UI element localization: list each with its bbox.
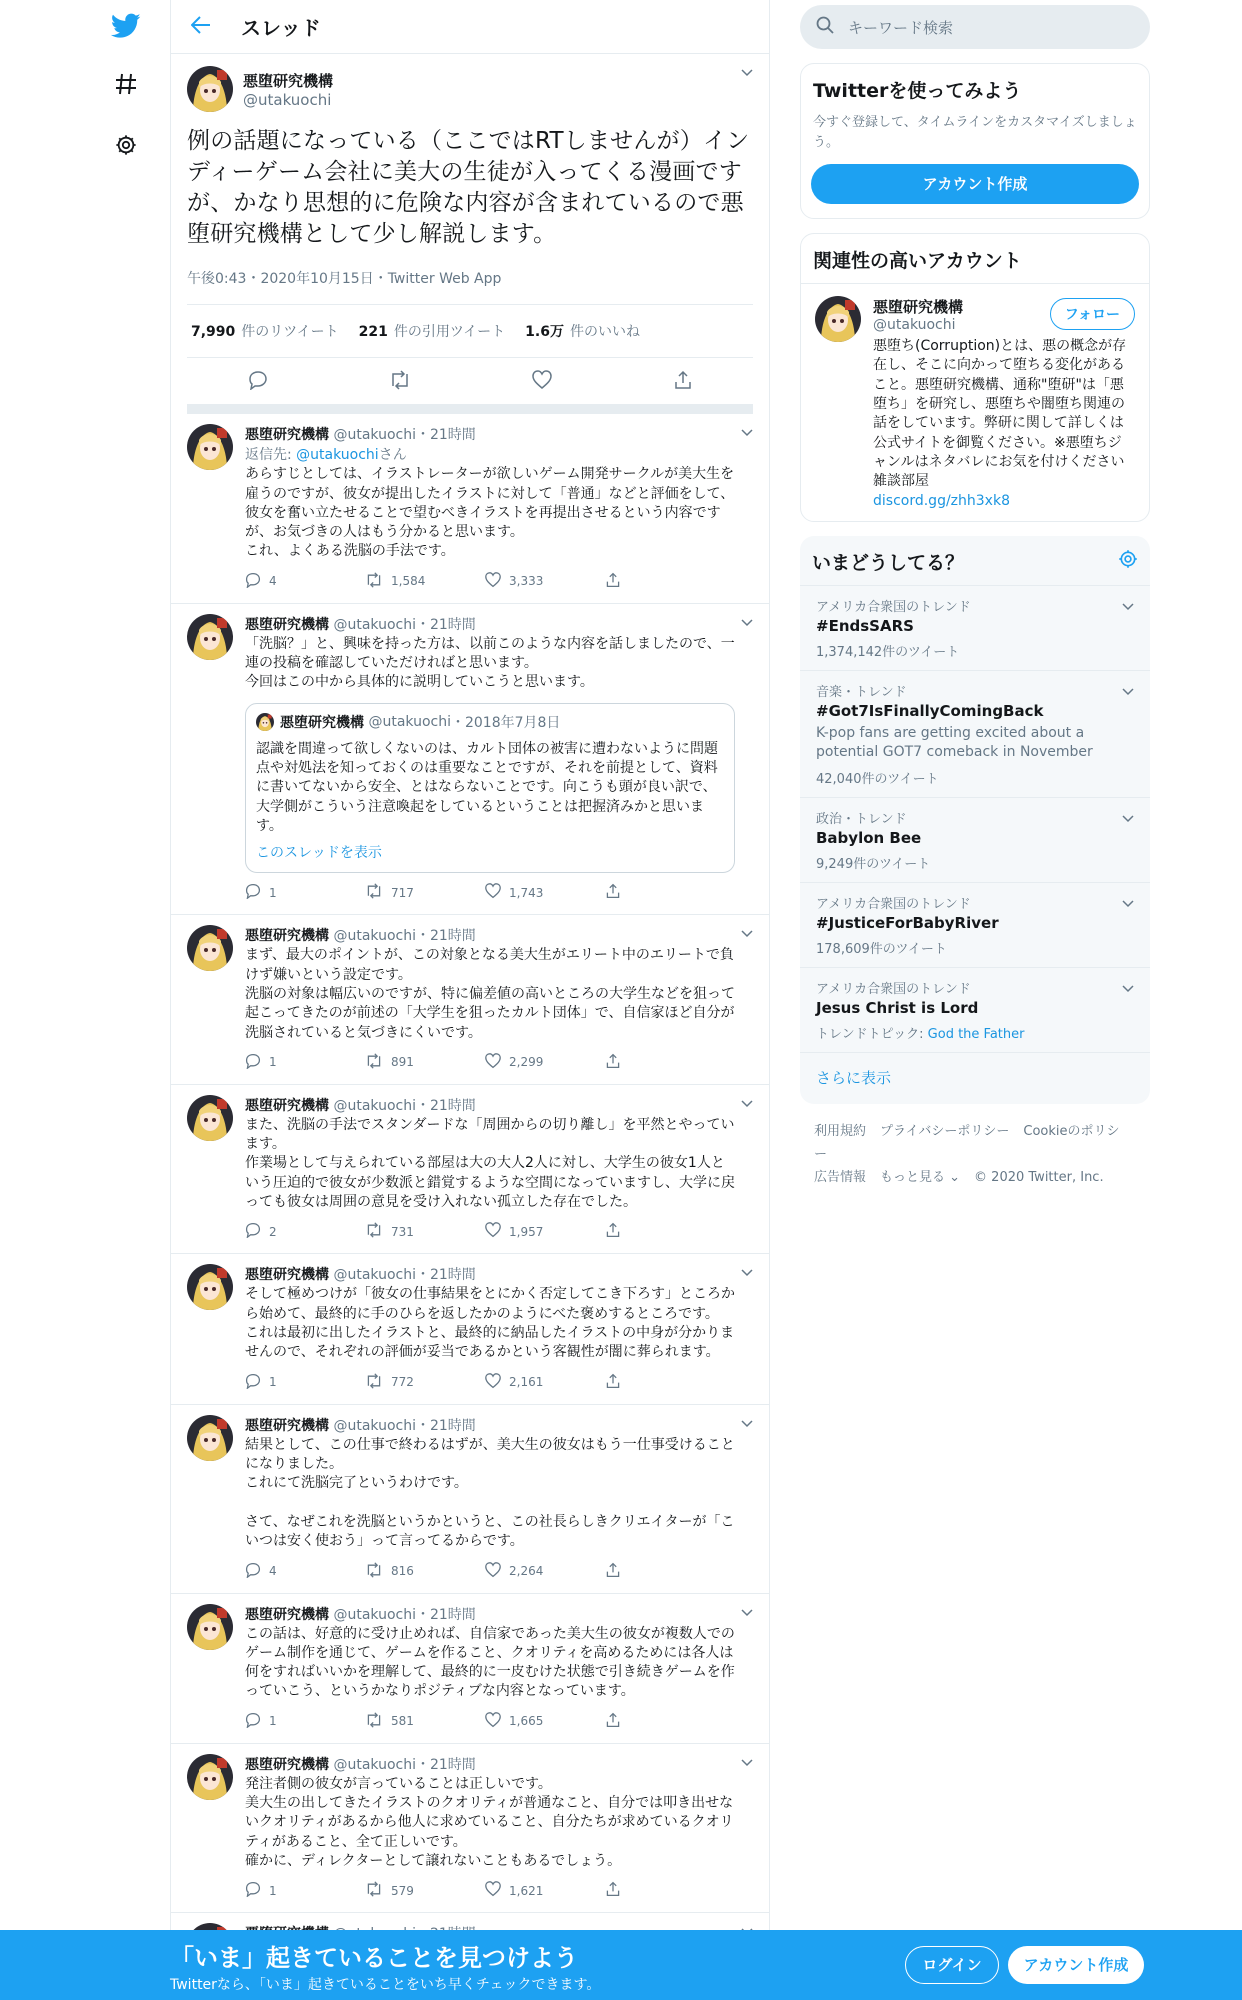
share-icon	[605, 1222, 621, 1241]
screen-name[interactable]: @utakuochi	[243, 90, 332, 109]
share-button[interactable]	[605, 1222, 725, 1241]
reply-icon	[245, 1222, 261, 1241]
main-column	[170, 0, 770, 2000]
tweet-text: 発注者側の彼女が言っていることは正しいです。 美大生の出してきたイラストのクオリティが普通なこと、自分では叩き出せないクオリティがあるから他人に求めていること、自分たちが求めているクオリティがあること、全て正しいです。 確かに、ディレクターとして譲れないこともあるでしょう。	[245, 1775, 734, 1869]
tweet-actions	[245, 883, 735, 902]
screen-name[interactable]: @utakuochi	[333, 616, 416, 633]
retweet-icon	[365, 1562, 383, 1581]
footer-links	[800, 1104, 1150, 1206]
timestamp[interactable]: ・21時間	[415, 1267, 476, 1284]
tweet-text: また、洗脳の手法でスタンダードな「周囲からの切り離し」を平然とやっています。 作業場として与えられている部屋は大の大人2人に対し、大学生の彼女1人という圧迫的で彼女が少数派と錯覚するような空間になっていますし、大学に戻っても彼女は周囲の意見を受け入れない孤立した存在でした。	[245, 1116, 735, 1211]
related-bio: 悪堕ち(Corruption)とは、悪の概念が存在し、そこに向かって堕ちる変化があること。悪堕研究機構、通称"堕研"は「悪堕ち」を研究し、悪堕ちや闇堕ち関連の話をしています。弊研に関して詳しくは公式サイトを御覧ください。※悪堕ちジャンルはネタバレにお気を付けください 雑談部屋 discord.gg/zhh3xk8	[873, 337, 1135, 511]
tweet-text: 「洗脳？」と、興味を持った方は、以前このような内容を話しましたので、一連の投稿を確認していただければと思います。 今回はこの中から具体的に説明していこうと思います。	[245, 635, 735, 691]
screen-name[interactable]: @utakuochi	[333, 1417, 416, 1434]
like-button[interactable]: 1,621	[485, 1881, 605, 1900]
bio-link[interactable]: discord.gg/zhh3xk8	[873, 492, 1010, 509]
tweet-actions	[245, 1881, 735, 1900]
reply-icon	[245, 883, 261, 902]
reply-button[interactable]: 1	[245, 1053, 365, 1072]
retweet-button[interactable]: 717	[365, 883, 485, 902]
like-icon	[485, 883, 501, 902]
trend-item[interactable]	[800, 883, 1150, 968]
display-name[interactable]: 悪堕研究機構	[245, 1417, 329, 1434]
retweet-icon	[365, 1881, 383, 1900]
like-button[interactable]: 1,665	[485, 1712, 605, 1731]
timestamp[interactable]: ・21時間	[415, 1097, 476, 1114]
ads-link[interactable]: 広告情報	[814, 1170, 867, 1186]
trend-count: 178,609件のツイート	[816, 941, 947, 957]
screen-name[interactable]: @utakuochi	[333, 1267, 416, 1284]
chevron-down-icon[interactable]	[741, 426, 753, 438]
trend-count: 1,374,142件のツイート	[816, 644, 960, 660]
avatar[interactable]	[187, 614, 233, 660]
trend-context: アメリカ合衆国のトレンド	[816, 896, 971, 912]
share-button[interactable]	[605, 883, 725, 902]
trend-description: K-pop fans are getting excited about a potential GOT7 comeback in November	[816, 724, 1093, 760]
retweet-icon	[365, 1222, 383, 1241]
reply-to: 返信先: @utakuochiさん	[245, 447, 407, 464]
tweet-text: この話は、好意的に受け止めれば、自信家であった美大生の彼女が複数人でのゲーム制作を通じて、ゲームを作ること、クオリティを高めるためには各人は何をすればいいかを理解して、最終的に一皮むけた状態で引き続きゲームを作っていこう、というかなりポジティブな内容となっています。	[245, 1625, 735, 1700]
reply-tweet[interactable]	[171, 604, 769, 916]
like-icon[interactable]	[532, 370, 552, 394]
share-icon[interactable]	[673, 370, 693, 394]
quote-display-name: 悪堕研究機構	[280, 714, 364, 731]
retweet-icon	[365, 883, 383, 902]
signup-button[interactable]: アカウント作成	[1008, 1946, 1144, 1984]
like-stat[interactable]: 1.6万 件のいいね	[525, 324, 640, 341]
login-button[interactable]: ログイン	[905, 1946, 999, 1984]
trend-count: 42,040件のツイート	[816, 771, 939, 787]
tweet-text: そして極めつけが「彼女の仕事結果をとにかく否定してこき下ろす」ところから始めて、最終的に手のひらを返したかのようにべた褒めするところです。 これは最初に出したイラストと、最終的に納品したイラストの中身が分かりませんので、それぞれの評価が妥当であるかという客観性が闇に葬られます。	[245, 1286, 735, 1361]
chevron-down-icon[interactable]	[741, 1417, 753, 1429]
reply-button[interactable]: 1	[245, 1881, 365, 1900]
quote-screen-name: @utakuochi	[368, 713, 451, 730]
main-tweet	[171, 54, 769, 414]
like-button[interactable]: 1,743	[485, 883, 605, 902]
signup-title: Twitterを使ってみよう	[813, 80, 1022, 102]
retweet-icon[interactable]	[389, 370, 411, 394]
page-title: スレッド	[241, 16, 321, 40]
more-link[interactable]: もっと見る ⌄	[880, 1170, 961, 1186]
trend-item[interactable]	[800, 671, 1150, 798]
related-accounts-card	[800, 233, 1150, 522]
like-button[interactable]: 2,264	[485, 1562, 605, 1581]
share-button[interactable]	[605, 1053, 725, 1072]
show-more-link[interactable]: さらに表示	[816, 1068, 892, 1087]
reply-button[interactable]: 2	[245, 1222, 365, 1241]
quoted-tweet[interactable]	[245, 703, 735, 874]
trend-name: #Got7IsFinallyComingBack	[816, 701, 1044, 720]
tweet-actions	[187, 358, 753, 414]
share-icon	[605, 1562, 621, 1581]
avatar[interactable]	[187, 424, 233, 470]
reply-tweet[interactable]	[171, 1594, 769, 1744]
privacy-link[interactable]: プライバシーポリシー	[880, 1123, 1010, 1139]
retweet-stat[interactable]: 7,990 件のリツイート	[191, 324, 339, 341]
hashtag-icon[interactable]	[108, 66, 144, 102]
trend-context: 政治・トレンド	[816, 811, 907, 827]
timestamp[interactable]: ・21時間	[415, 427, 476, 444]
tweet-stats	[187, 305, 753, 358]
chevron-down-icon[interactable]	[741, 616, 753, 628]
tweet-meta[interactable]: 午後0:43・2020年10月15日・Twitter Web App	[187, 268, 753, 305]
reply-tweet[interactable]	[171, 1405, 769, 1594]
bottom-headline: 「いま」起きていることを見つけよう	[170, 1944, 578, 1972]
tweet-actions	[245, 1373, 735, 1392]
avatar[interactable]	[187, 1754, 233, 1800]
chevron-down-icon[interactable]	[741, 927, 753, 939]
search-input[interactable]	[800, 5, 1150, 49]
reply-to-handle[interactable]: @utakuochi	[296, 447, 379, 464]
timestamp[interactable]: ・21時間	[415, 1417, 476, 1434]
trend-name: #JusticeForBabyRiver	[816, 913, 999, 932]
timestamp[interactable]: ・21時間	[415, 928, 476, 945]
like-button[interactable]: 1,957	[485, 1222, 605, 1241]
display-name[interactable]: 悪堕研究機構	[243, 71, 334, 90]
chevron-down-icon[interactable]	[1122, 685, 1134, 697]
like-icon	[485, 1712, 501, 1731]
show-thread-link[interactable]: このスレッドを表示	[256, 845, 382, 862]
avatar[interactable]	[187, 1415, 233, 1461]
twitter-bird-icon[interactable]	[108, 8, 144, 44]
like-icon	[485, 572, 501, 591]
page-header	[171, 0, 769, 54]
search-icon	[816, 16, 834, 38]
chevron-down-icon[interactable]	[1122, 897, 1134, 909]
timestamp[interactable]: ・21時間	[415, 1606, 476, 1623]
screen-name[interactable]: @utakuochi	[333, 928, 416, 945]
reply-icon[interactable]	[248, 370, 268, 394]
reply-icon	[245, 572, 261, 591]
trend-context: 音楽・トレンド	[816, 684, 907, 700]
signup-card	[800, 63, 1150, 219]
retweet-icon	[365, 1053, 383, 1072]
gear-icon[interactable]	[1118, 549, 1138, 574]
reply-tweet[interactable]	[171, 1744, 769, 1914]
display-name[interactable]: 悪堕研究機構	[245, 1606, 329, 1623]
related-display-name[interactable]: 悪堕研究機構	[873, 298, 964, 316]
trend-name: Babylon Bee	[816, 828, 922, 847]
like-icon	[485, 1881, 501, 1900]
retweet-icon	[365, 1712, 383, 1731]
avatar[interactable]	[187, 1604, 233, 1650]
tweet-actions	[245, 1712, 735, 1731]
reply-button[interactable]: 1	[245, 1373, 365, 1392]
reply-tweet[interactable]	[171, 1085, 769, 1255]
avatar	[256, 713, 274, 731]
share-icon	[605, 1053, 621, 1072]
reply-tweet[interactable]	[171, 915, 769, 1085]
retweet-button[interactable]: 816	[365, 1562, 485, 1581]
trend-count: トレンドトピック: God the Father	[816, 1026, 1025, 1042]
screen-name[interactable]: @utakuochi	[333, 427, 416, 444]
retweet-icon	[365, 572, 383, 591]
reply-button[interactable]: 4	[245, 1562, 365, 1581]
trend-context: アメリカ合衆国のトレンド	[816, 981, 971, 997]
retweet-button[interactable]: 891	[365, 1053, 485, 1072]
search-placeholder: キーワード検索	[848, 18, 954, 37]
retweet-button[interactable]: 1,584	[365, 572, 485, 591]
related-title: 関連性の高いアカウント	[801, 234, 1149, 284]
retweet-button[interactable]: 731	[365, 1222, 485, 1241]
chevron-down-icon[interactable]	[1122, 600, 1134, 612]
like-button[interactable]: 2,161	[485, 1373, 605, 1392]
reply-icon	[245, 1373, 261, 1392]
follow-button[interactable]: フォロー	[1050, 298, 1135, 330]
like-button[interactable]: 2,299	[485, 1053, 605, 1072]
trend-count: 9,249件のツイート	[816, 856, 931, 872]
right-sidebar	[800, 0, 1150, 1206]
chevron-down-icon[interactable]	[741, 1606, 753, 1618]
retweet-button[interactable]: 581	[365, 1712, 485, 1731]
chevron-down-icon[interactable]	[741, 1756, 753, 1768]
avatar[interactable]	[815, 296, 861, 342]
tweet-actions	[245, 1222, 735, 1241]
avatar[interactable]	[187, 66, 233, 112]
screen-name[interactable]: @utakuochi	[333, 1756, 416, 1773]
share-icon	[605, 572, 621, 591]
like-button[interactable]: 3,333	[485, 572, 605, 591]
trend-item[interactable]	[800, 968, 1150, 1053]
trend-item[interactable]	[800, 586, 1150, 671]
share-icon	[605, 883, 621, 902]
gear-icon[interactable]	[108, 127, 144, 163]
avatar[interactable]	[187, 925, 233, 971]
display-name[interactable]: 悪堕研究機構	[245, 1756, 329, 1773]
timestamp[interactable]: ・21時間	[415, 616, 476, 633]
chevron-down-icon[interactable]	[741, 1266, 753, 1278]
terms-link[interactable]: 利用規約	[814, 1123, 867, 1139]
share-icon	[605, 1712, 621, 1731]
tweet-text: あらすじとしては、イラストレーターが欲しいゲーム開発サークルが美大生を雇うのですが、彼女が提出したイラストに対して「普通」などと評価をして、彼女を奮い立たせることで望むべきイラストを再提出させるという内容ですが、お気づきの人はもう分かると思います。 これ、よくある洗脳の手法です。	[245, 466, 735, 560]
retweet-button[interactable]: 579	[365, 1881, 485, 1900]
share-icon	[605, 1373, 621, 1392]
like-icon	[485, 1562, 501, 1581]
signup-button[interactable]: アカウント作成	[811, 164, 1139, 204]
share-button[interactable]	[605, 1562, 725, 1581]
tweet-text: 結果として、この仕事で終わるはずが、美大生の彼女はもう一仕事受けることになりました。 これにて洗脳完了というわけです。 さて、なぜこれを洗脳というかというと、この社長らしきクリエイターが「こいつは安く使おう」って言ってるからです。	[245, 1436, 735, 1550]
screen-name[interactable]: @utakuochi	[333, 1097, 416, 1114]
like-icon	[485, 1373, 501, 1392]
display-name[interactable]: 悪堕研究機構	[245, 1267, 329, 1284]
left-nav	[100, 0, 170, 2000]
share-button[interactable]	[605, 1881, 725, 1900]
chevron-down-icon[interactable]	[1122, 982, 1134, 994]
avatar[interactable]	[187, 1095, 233, 1141]
chevron-down-icon[interactable]	[741, 66, 753, 78]
quote-text: 認識を間違って欲しくないのは、カルト団体の被害に遭わないように問題点や対処法を知っておくのは重要なことですが、それを前提として、資料に書いてないから安全、とはならないことです。向こうも頭が良い訳で、大学側がこういう注意喚起をしているということは把握済みかと思います。	[256, 740, 718, 834]
retweet-button[interactable]: 772	[365, 1373, 485, 1392]
related-screen-name[interactable]: @utakuochi	[873, 317, 956, 333]
tweet-text: 例の話題になっている（ここではRTしませんが）インディーゲーム会社に美大の生徒が入ってくる漫画ですが、かなり思想的に危険な内容が含まれているので悪堕研究機構として少し解説します。	[187, 128, 750, 248]
signup-desc: 今すぐ登録して、タイムラインをカスタマイズしましょう。	[813, 115, 1137, 150]
display-name[interactable]: 悪堕研究機構	[245, 616, 329, 633]
bottom-signup-bar	[0, 1930, 1242, 2000]
reply-icon	[245, 1053, 261, 1072]
reply-tweet[interactable]	[171, 1254, 769, 1404]
trend-context: アメリカ合衆国のトレンド	[816, 599, 971, 615]
like-icon	[485, 1222, 501, 1241]
reply-tweet[interactable]	[171, 414, 769, 604]
display-name[interactable]: 悪堕研究機構	[245, 1097, 329, 1114]
reply-icon	[245, 1881, 261, 1900]
tweet-text: まず、最大のポイントが、この対象となる美大生がエリート中のエリートで負けず嫌いという設定です。 洗脳の対象は幅広いのですが、特に偏差値の高いところの大学生などを狙って起こってきたのが前述の「大学生を狙ったカルト団体」で、自信家ほど自分が洗脳されていると気づきにくいです。	[245, 947, 735, 1041]
screen-name[interactable]: @utakuochi	[333, 1606, 416, 1623]
reply-list	[171, 414, 769, 1985]
trend-name: Jesus Christ is Lord	[816, 998, 979, 1017]
reply-button[interactable]: 1	[245, 1712, 365, 1731]
reply-icon	[245, 1562, 261, 1581]
chevron-down-icon[interactable]	[741, 1097, 753, 1109]
display-name[interactable]: 悪堕研究機構	[245, 427, 329, 444]
share-button[interactable]	[605, 1712, 725, 1731]
tweet-actions	[245, 572, 735, 591]
cookie-link[interactable]: Cookieのポリシー	[814, 1123, 1120, 1162]
avatar[interactable]	[187, 1264, 233, 1310]
retweet-icon	[365, 1373, 383, 1392]
quote-date: ・2018年7月8日	[450, 714, 561, 731]
share-button[interactable]	[605, 572, 725, 591]
display-name[interactable]: 悪堕研究機構	[245, 928, 329, 945]
copyright: © 2020 Twitter, Inc.	[974, 1170, 1104, 1186]
trend-name: #EndsSARS	[816, 616, 914, 635]
chevron-down-icon[interactable]	[1122, 812, 1134, 824]
trend-topic-link[interactable]: God the Father	[927, 1026, 1025, 1042]
trends-card	[800, 536, 1150, 1104]
like-icon	[485, 1053, 501, 1072]
bottom-subtext: Twitterなら、「いま」起きていることをいち早くチェックできます。	[170, 1977, 601, 1993]
tweet-actions	[245, 1562, 735, 1581]
share-icon	[605, 1881, 621, 1900]
timestamp[interactable]: ・21時間	[415, 1756, 476, 1773]
trends-title: いまどうしてる？	[812, 551, 965, 574]
reply-icon	[245, 1712, 261, 1731]
quote-stat[interactable]: 221 件の引用ツイート	[358, 324, 506, 341]
reply-button[interactable]: 4	[245, 572, 365, 591]
share-button[interactable]	[605, 1373, 725, 1392]
trend-item[interactable]	[800, 798, 1150, 883]
back-arrow-icon[interactable]	[191, 16, 211, 38]
tweet-actions	[245, 1053, 735, 1072]
reply-button[interactable]: 1	[245, 883, 365, 902]
